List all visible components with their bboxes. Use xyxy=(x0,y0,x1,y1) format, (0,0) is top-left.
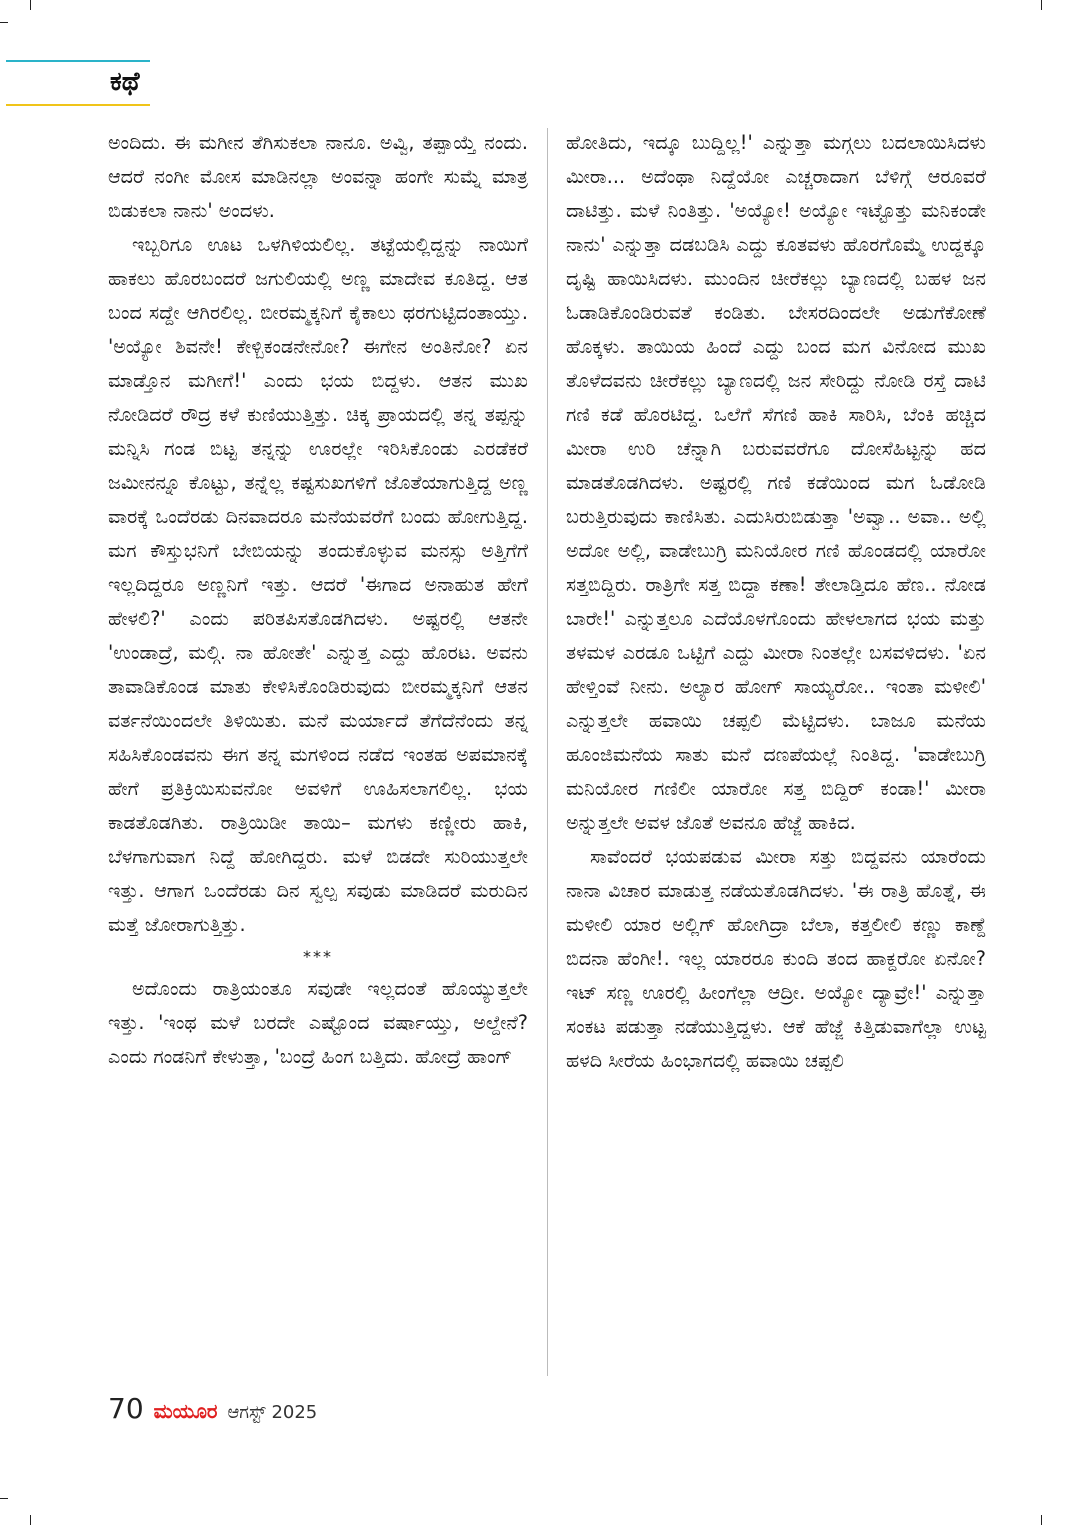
crop-mark-bottom-left-v xyxy=(30,1515,31,1525)
crop-mark-top-left-h xyxy=(0,22,8,23)
left-paragraph: ಅಂದಿದು. ಈ ಮಗೀನ ತೆಗಿಸುಕಲಾ ನಾನೂ. ಅವ್ವಿ, ತಪ್ಪಾಯ್ತೆ ನಂದು. ಆದರೆ ನಂಗೀ ಮೋಸ ಮಾಡಿನಲ್ಲಾ ಅಂವನ್ನಾ ಹಂಗೇ ಸುಮ್ನೆ ಮಾತ್ರ ಬಿಡುಕಲಾ ನಾನು' ಅಂದಳು. xyxy=(108,131,528,222)
right-paragraph: ಹೋತಿದು, ಇದ್ಕೂ ಬುದ್ದಿಲ್ಲ!' ಎನ್ನುತ್ತಾ ಮಗ್ಗಲು ಬದಲಾಯಿಸಿದಳು ಮೀರಾ... ಅದೆಂಥಾ ನಿದ್ದೆಯೋ ಎಚ್ಚರಾದಾಗ ಬೆಳಿಗ್ಗೆ ಆರೂವರೆ ದಾಟಿತ್ತು. ಮಳೆ ನಿಂತಿತ್ತು. 'ಅಯ್ಯೋ! ಅಯ್ಯೋ ಇಟ್ಟೊತ್ತು ಮನಿಕಂಡೇ ನಾನು' ಎನ್ನುತ್ತಾ ದಡಬಡಿಸಿ ಎದ್ದು ಕೂತವಳು ಹೊರಗೊಮ್ಮೆ ಉದ್ದಕ್ಕೂ ದೃಷ್ಟಿ ಹಾಯಿಸಿದಳು. ಮುಂದಿನ ಚೀರೆಕಲ್ಲು ಬ್ಯಾಣದಲ್ಲಿ ಬಹಳ ಜನ ಓಡಾಡಿಕೊಂಡಿರುವತೆ ಕಂಡಿತು. ಬೇಸರದಿಂದಲೇ ಅಡುಗೆಕೋಣೆ ಹೊಕ್ಕಳು. ತಾಯಿಯ ಹಿಂದೆ ಎದ್ದು ಬಂದ ಮಗ ವಿನೋದ ಮುಖ ತೊಳೆದವನು ಚೀರೆಕಲ್ಲು ಬ್ಯಾಣದಲ್ಲಿ ಜನ ಸೇರಿದ್ದು ನೋಡಿ ರಸ್ತೆ ದಾಟಿ ಗಣಿ ಕಡೆ ಹೊರಟಿದ್ದ. ಒಲೆಗೆ ಸೆಗಣಿ ಹಾಕಿ ಸಾರಿಸಿ, ಬೆಂಕಿ ಹಚ್ಚಿದ ಮೀರಾ ಉರಿ ಚೆನ್ನಾಗಿ ಬರುವವರೆಗೂ ದೋಸೆಹಿಟ್ಟನ್ನು ಹದ ಮಾಡತೊಡಗಿದಳು. ಅಷ್ಟರಲ್ಲಿ ಗಣಿ ಕಡೆಯಿಂದ ಮಗ ಓಡೋಡಿ ಬರುತ್ತಿರುವುದು ಕಾಣಿಸಿತು. ಎದುಸಿರುಬಿಡುತ್ತಾ 'ಅವ್ವಾ.. ಅವಾ.. ಅಲ್ಲಿ ಅದೋ ಅಲ್ಲಿ, ವಾಡೇಬುಗ್ರಿ ಮನಿಯೋರ ಗಣಿ ಹೊಂಡದಲ್ಲಿ ಯಾರೋ ಸತ್ತಬಿದ್ದಿರು. ರಾತ್ರಿಗೇ ಸತ್ತ ಬಿದ್ದಾ ಕಣಾ! ತೇಲಾಡ್ತಿದೂ ಹೆಣ.. ನೋಡ ಬಾರೇ!' ಎನ್ನುತ್ತಲೂ ಎದೆಯೊಳಗೊಂದು ಹೇಳಲಾಗದ ಭಯ ಮತ್ತು ತಳಮಳ ಎರಡೂ ಒಟ್ಟಿಗೆ ಎದ್ದು ಮೀರಾ ನಿಂತಲ್ಲೇ ಬಸವಳಿದಳು. 'ಏನ ಹೇಳ್ತಿಂವೆ ನೀನು. ಅಲ್ಯಾರ ಹೋಗ್ ಸಾಯ್ಯರೋ.. ಇಂತಾ ಮಳೀಲಿ' ಎನ್ನುತ್ತಲೇ ಹವಾಯಿ ಚಪ್ಪಲಿ ಮೆಟ್ಟಿದಳು. ಬಾಜೂ ಮನೆಯ ಹೂಂಜಿಮನೆಯ ಸಾತು ಮನೆ ದಣಪೆಯಲ್ಲೆ ನಿಂತಿದ್ದ. 'ವಾಡೇಬುಗ್ರಿ ಮನಿಯೋರ ಗಣಿಲೀ ಯಾರೋ ಸತ್ತ ಬಿದ್ದಿರ್ ಕಂಡಾ!' ಮೀರಾ ಅನ್ನುತ್ತಲೇ ಅವಳ ಜೊತೆ ಅವನೂ ಹೆಜ್ಜೆ ಹಾಕಿದ. xyxy=(566,131,986,834)
crop-mark-top-right xyxy=(1041,0,1042,10)
issue-date: ಆಗಸ್ಟ್ 2025 xyxy=(227,1402,318,1423)
crop-mark-bottom-right xyxy=(1041,1515,1042,1525)
section-title: ಕಥೆ xyxy=(110,67,140,97)
magazine-logo: ಮಯೂರ xyxy=(153,1399,218,1423)
page-number: 70 xyxy=(108,1392,144,1425)
left-paragraph: ಇಬ್ಬರಿಗೂ ಊಟ ಒಳಗಿಳಿಯಲಿಲ್ಲ. ತಟ್ಟೆಯಲ್ಲಿದ್ದನ್ನು ನಾಯಿಗೆ ಹಾಕಲು ಹೊರಬಂದರೆ ಜಗುಲಿಯಲ್ಲಿ ಅಣ್ಣ ಮಾದೇವ ಕೂತಿದ್ದ. ಆತ ಬಂದ ಸದ್ದೇ ಆಗಿರಲಿಲ್ಲ. ಬೀರಮ್ಮಕ್ಕನಿಗೆ ಕೈಕಾಲು ಥರಗುಟ್ಟಿದಂತಾಯ್ತು. 'ಅಯ್ಯೋ ಶಿವನೇ! ಕೇಳ್ಬಿಕಂಡನೇನೋ? ಈಗೇನ ಅಂತಿನೋ? ಏನ ಮಾಡ್ತೊನ ಮಗೀಗೆ!' ಎಂದು ಭಯ ಬಿದ್ದಳು. ಆತನ ಮುಖ ನೋಡಿದರೆ ರೌದ್ರ ಕಳೆ ಕುಣಿಯುತ್ತಿತ್ತು. ಚಿಕ್ಕ ಪ್ರಾಯದಲ್ಲಿ ತನ್ನ ತಪ್ಪನ್ನು ಮನ್ನಿಸಿ ಗಂಡ ಬಿಟ್ಟ ತನ್ನನ್ನು ಊರಲ್ಲೇ ಇರಿಸಿಕೊಂಡು ಎರಡೆಕರೆ ಜಮೀನನ್ನೂ ಕೊಟ್ಟು, ತನ್ನೆಲ್ಲ ಕಷ್ಟಸುಖಗಳಿಗೆ ಜೊತೆಯಾಗುತ್ತಿದ್ದ ಅಣ್ಣ ವಾರಕ್ಕೆ ಒಂದೆರಡು ದಿನವಾದರೂ ಮನೆಯವರೆಗೆ ಬಂದು ಹೋಗುತ್ತಿದ್ದ. ಮಗ ಕೌಸ್ತುಭನಿಗೆ ಬೇಬಿಯನ್ನು ತಂದುಕೊಳ್ಳುವ ಮನಸ್ಸು ಅತ್ತಿಗೆಗೆ ಇಲ್ಲದಿದ್ದರೂ ಅಣ್ಣನಿಗೆ ಇತ್ತು. ಆದರೆ 'ಈಗಾದ ಅನಾಹುತ ಹೇಗೆ ಹೇಳಲಿ?' ಎಂದು ಪರಿತಪಿಸತೊಡಗಿದಳು. ಅಷ್ಟರಲ್ಲಿ ಆತನೇ 'ಉಂಡಾದ್ರೆ, ಮಲ್ಗಿ. ನಾ ಹೋತೇ' ಎನ್ನುತ್ತ ಎದ್ದು ಹೊರಟ. ಅವನು ತಾವಾಡಿಕೊಂಡ ಮಾತು ಕೇಳಿಸಿಕೊಂಡಿರುವುದು ಬೀರಮ್ಮಕ್ಕನಿಗೆ ಆತನ ವರ್ತನೆಯಿಂದಲೇ ತಿಳಿಯಿತು. ಮನೆ ಮರ್ಯಾದೆ ತೆಗೆದೆನೆಂದು ತನ್ನ ಸಹಿಸಿಕೊಂಡವನು ಈಗ ತನ್ನ ಮಗಳಿಂದ ನಡೆದ ಇಂತಹ ಅಪಮಾನಕ್ಕೆ ಹೇಗೆ ಪ್ರತಿಕ್ರಿಯಿಸುವನೋ ಅವಳಿಗೆ ಊಹಿಸಲಾಗಲಿಲ್ಲ. ಭಯ ಕಾಡತೊಡಗಿತು. ರಾತ್ರಿಯಿಡೀ ತಾಯಿ– ಮಗಳು ಕಣ್ಣೀರು ಹಾಕಿ, ಬೆಳಗಾಗುವಾಗ ನಿದ್ದೆ ಹೋಗಿದ್ದರು. ಮಳೆ ಬಿಡದೇ ಸುರಿಯುತ್ತಲೇ ಇತ್ತು. ಆಗಾಗ ಒಂದೆರಡು ದಿನ ಸ್ವಲ್ಪ ಸವುಡು ಮಾಡಿದರೆ ಮರುದಿನ ಮತ್ತೆ ಜೋರಾಗುತ್ತಿತ್ತು. xyxy=(108,233,528,936)
page-footer xyxy=(108,1392,317,1432)
crop-mark-top-left xyxy=(30,0,31,10)
column-divider xyxy=(547,128,548,1376)
header-top-rule xyxy=(6,60,150,62)
header-bottom-rule xyxy=(6,104,150,106)
right-column xyxy=(566,126,986,1078)
left-paragraph: ಅದೊಂದು ರಾತ್ರಿಯಂತೂ ಸವುಡೇ ಇಲ್ಲದಂತೆ ಹೊಯ್ಯುತ್ತಲೇ ಇತ್ತು. 'ಇಂಥ ಮಳೆ ಬರದೇ ಎಷ್ಟೊಂದ ವರ್ಷಾಯ್ತು, ಅಲ್ದೇನೆ? ಎಂದು ಗಂಡನಿಗೆ ಕೇಳುತ್ತಾ, 'ಬಂದ್ರೆ ಹಿಂಗ ಬತ್ತಿದು. ಹೋದ್ರೆ ಹಾಂಗ್ xyxy=(108,977,528,1068)
right-paragraph: ಸಾವೆಂದರೆ ಭಯಪಡುವ ಮೀರಾ ಸತ್ತು ಬಿದ್ದವನು ಯಾರೆಂದು ನಾನಾ ವಿಚಾರ ಮಾಡುತ್ತ ನಡೆಯತೊಡಗಿದಳು. 'ಈ ರಾತ್ರಿ ಹೊತ್ನೆ, ಈ ಮಳೀಲಿ ಯಾರ ಅಲ್ಲಿಗ್ ಹೋಗಿದ್ರಾ ಬೆಲಾ, ಕತ್ತಲೀಲಿ ಕಣ್ಣು ಕಾಣ್ದೆ ಬಿದನಾ ಹೆಂಗೀ!. ಇಲ್ಲ ಯಾರರೂ ಕುಂದಿ ತಂದ ಹಾಕ್ದರೋ ಏನೋ? ಇಟ್ ಸಣ್ಣ ಊರಲ್ಲಿ ಹೀಂಗೆಲ್ಲಾ ಆದ್ರೀ. ಅಯ್ಯೋ ದ್ಯಾವ್ರೇ!' ಎನ್ನುತ್ತಾ ಸಂಕಟ ಪಡುತ್ತಾ ನಡೆಯುತ್ತಿದ್ದಳು. ಆಕೆ ಹೆಜ್ಜೆ ಕಿತ್ತಿಡುವಾಗೆಲ್ಲಾ ಉಟ್ಟ ಹಳದಿ ಸೀರೆಯ ಹಿಂಭಾಗದಲ್ಲಿ ಹವಾಯಿ ಚಪ್ಪಲಿ xyxy=(566,845,986,1072)
section-separator: *** xyxy=(303,947,333,966)
crop-mark-bottom-left xyxy=(0,1498,8,1499)
left-column xyxy=(108,126,528,1074)
